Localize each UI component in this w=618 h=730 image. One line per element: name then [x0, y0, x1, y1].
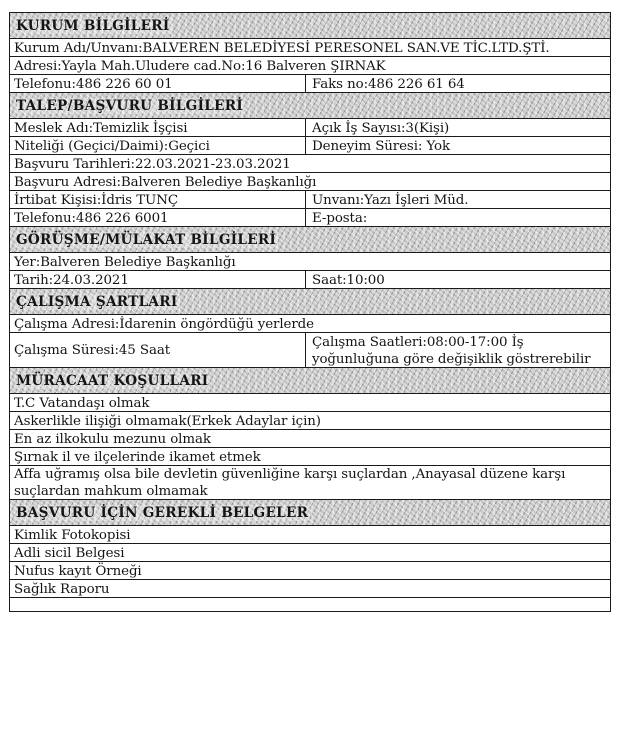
list-item — [10, 562, 610, 580]
form-row — [10, 155, 610, 173]
kurum-faks-field: Faks no:486 226 61 64 — [312, 77, 465, 92]
list-item — [10, 544, 610, 562]
kosul-item: Askerlikle ilişiği olmamak(Erkek Adaylar için) — [14, 414, 321, 429]
gorusme-tarih-field: Tarih:24.03.2021 — [10, 271, 306, 288]
list-item — [10, 448, 610, 466]
section-header-muracaat — [10, 368, 610, 394]
form-row — [10, 253, 610, 271]
list-item — [10, 466, 610, 500]
section-title: TALEP/BAŞVURU BİLGİLERİ — [16, 97, 244, 114]
section-title: BAŞVURU İÇİN GEREKLİ BELGELER — [16, 504, 309, 521]
section-header-talep — [10, 93, 610, 119]
kosul-item: En az ilkokulu mezunu olmak — [14, 432, 211, 447]
section-title: KURUM BİLGİLERİ — [16, 17, 170, 34]
list-item — [10, 526, 610, 544]
form-row — [10, 137, 610, 155]
gorusme-saat-field: Saat:10:00 — [312, 273, 385, 288]
form-row — [10, 333, 610, 368]
irtibat-field: İrtibat Kişisi:İdris TUNÇ — [10, 191, 306, 208]
section-title: GÖRÜŞME/MÜLAKAT BİLGİLERİ — [16, 231, 277, 248]
calisma-saatleri-field: Çalışma Saatleri:08:00-17:00 İş yoğunluğuna göre değişiklik göstrerebilir — [312, 335, 591, 367]
meslek-field: Meslek Adı:Temizlik İşçisi — [10, 119, 306, 136]
calisma-suresi-text: Çalışma Süresi:45 Saat — [14, 343, 171, 358]
acik-is-field: Açık İş Sayısı:3(Kişi) — [312, 121, 450, 136]
form-row — [10, 209, 610, 227]
basvuru-adresi-field: Başvuru Adresi:Balveren Belediye Başkanlığı — [14, 175, 317, 190]
empty-row — [10, 598, 610, 612]
empty-cell — [10, 598, 610, 611]
section-header-calisma — [10, 289, 610, 315]
section-title: ÇALIŞMA ŞARTLARI — [16, 293, 178, 310]
kurum-telefon-field: Telefonu:486 226 60 01 — [10, 75, 306, 92]
kurum-adi-field: Kurum Adı/Unvanı:BALVEREN BELEDİYESİ PERESONEL SAN.VE TİC.LTD.ŞTİ. — [14, 41, 550, 56]
form-row — [10, 191, 610, 209]
kosul-item: Affa uğramış olsa bile devletin güvenliğine karşı suçlardan ,Anayasal düzene karşı suçlardan mahkum olmamak — [14, 467, 566, 499]
eposta-field: E-posta: — [312, 211, 368, 226]
calisma-adresi-field: Çalışma Adresi:İdarenin öngördüğü yerlerde — [14, 317, 314, 332]
calisma-suresi-field — [10, 333, 306, 367]
deneyim-field: Deneyim Süresi: Yok — [312, 139, 451, 154]
list-item — [10, 580, 610, 598]
gorusme-yer-field: Yer:Balveren Belediye Başkanlığı — [14, 255, 236, 270]
section-header-belgeler — [10, 500, 610, 526]
kurum-adres-field: Adresi:Yayla Mah.Uludere cad.No:16 Balveren ŞIRNAK — [14, 59, 386, 74]
form-row — [10, 119, 610, 137]
list-item — [10, 430, 610, 448]
section-header-kurum — [10, 13, 610, 39]
kosul-item: Şırnak il ve ilçelerinde ikamet etmek — [14, 450, 261, 465]
form-row — [10, 75, 610, 93]
form-row — [10, 271, 610, 289]
belge-item: Adli sicil Belgesi — [14, 546, 125, 561]
section-header-gorusme — [10, 227, 610, 253]
belge-item: Kimlik Fotokopisi — [14, 528, 131, 543]
form-row — [10, 57, 610, 75]
nitelik-field: Niteliği (Geçici/Daimi):Geçici — [10, 137, 306, 154]
talep-telefon-field: Telefonu:486 226 6001 — [10, 209, 306, 226]
form-row — [10, 173, 610, 191]
list-item — [10, 394, 610, 412]
belge-item: Nufus kayıt Örneği — [14, 564, 142, 579]
list-item — [10, 412, 610, 430]
form-row — [10, 39, 610, 57]
kosul-item: T.C Vatandaşı olmak — [14, 396, 150, 411]
job-posting-form — [9, 12, 611, 612]
form-row — [10, 315, 610, 333]
section-title: MÜRACAAT KOŞULLARI — [16, 372, 209, 389]
unvan-field: Unvanı:Yazı İşleri Müd. — [312, 193, 469, 208]
basvuru-tarihleri-field: Başvuru Tarihleri:22.03.2021-23.03.2021 — [14, 157, 291, 172]
belge-item: Sağlık Raporu — [14, 582, 110, 597]
